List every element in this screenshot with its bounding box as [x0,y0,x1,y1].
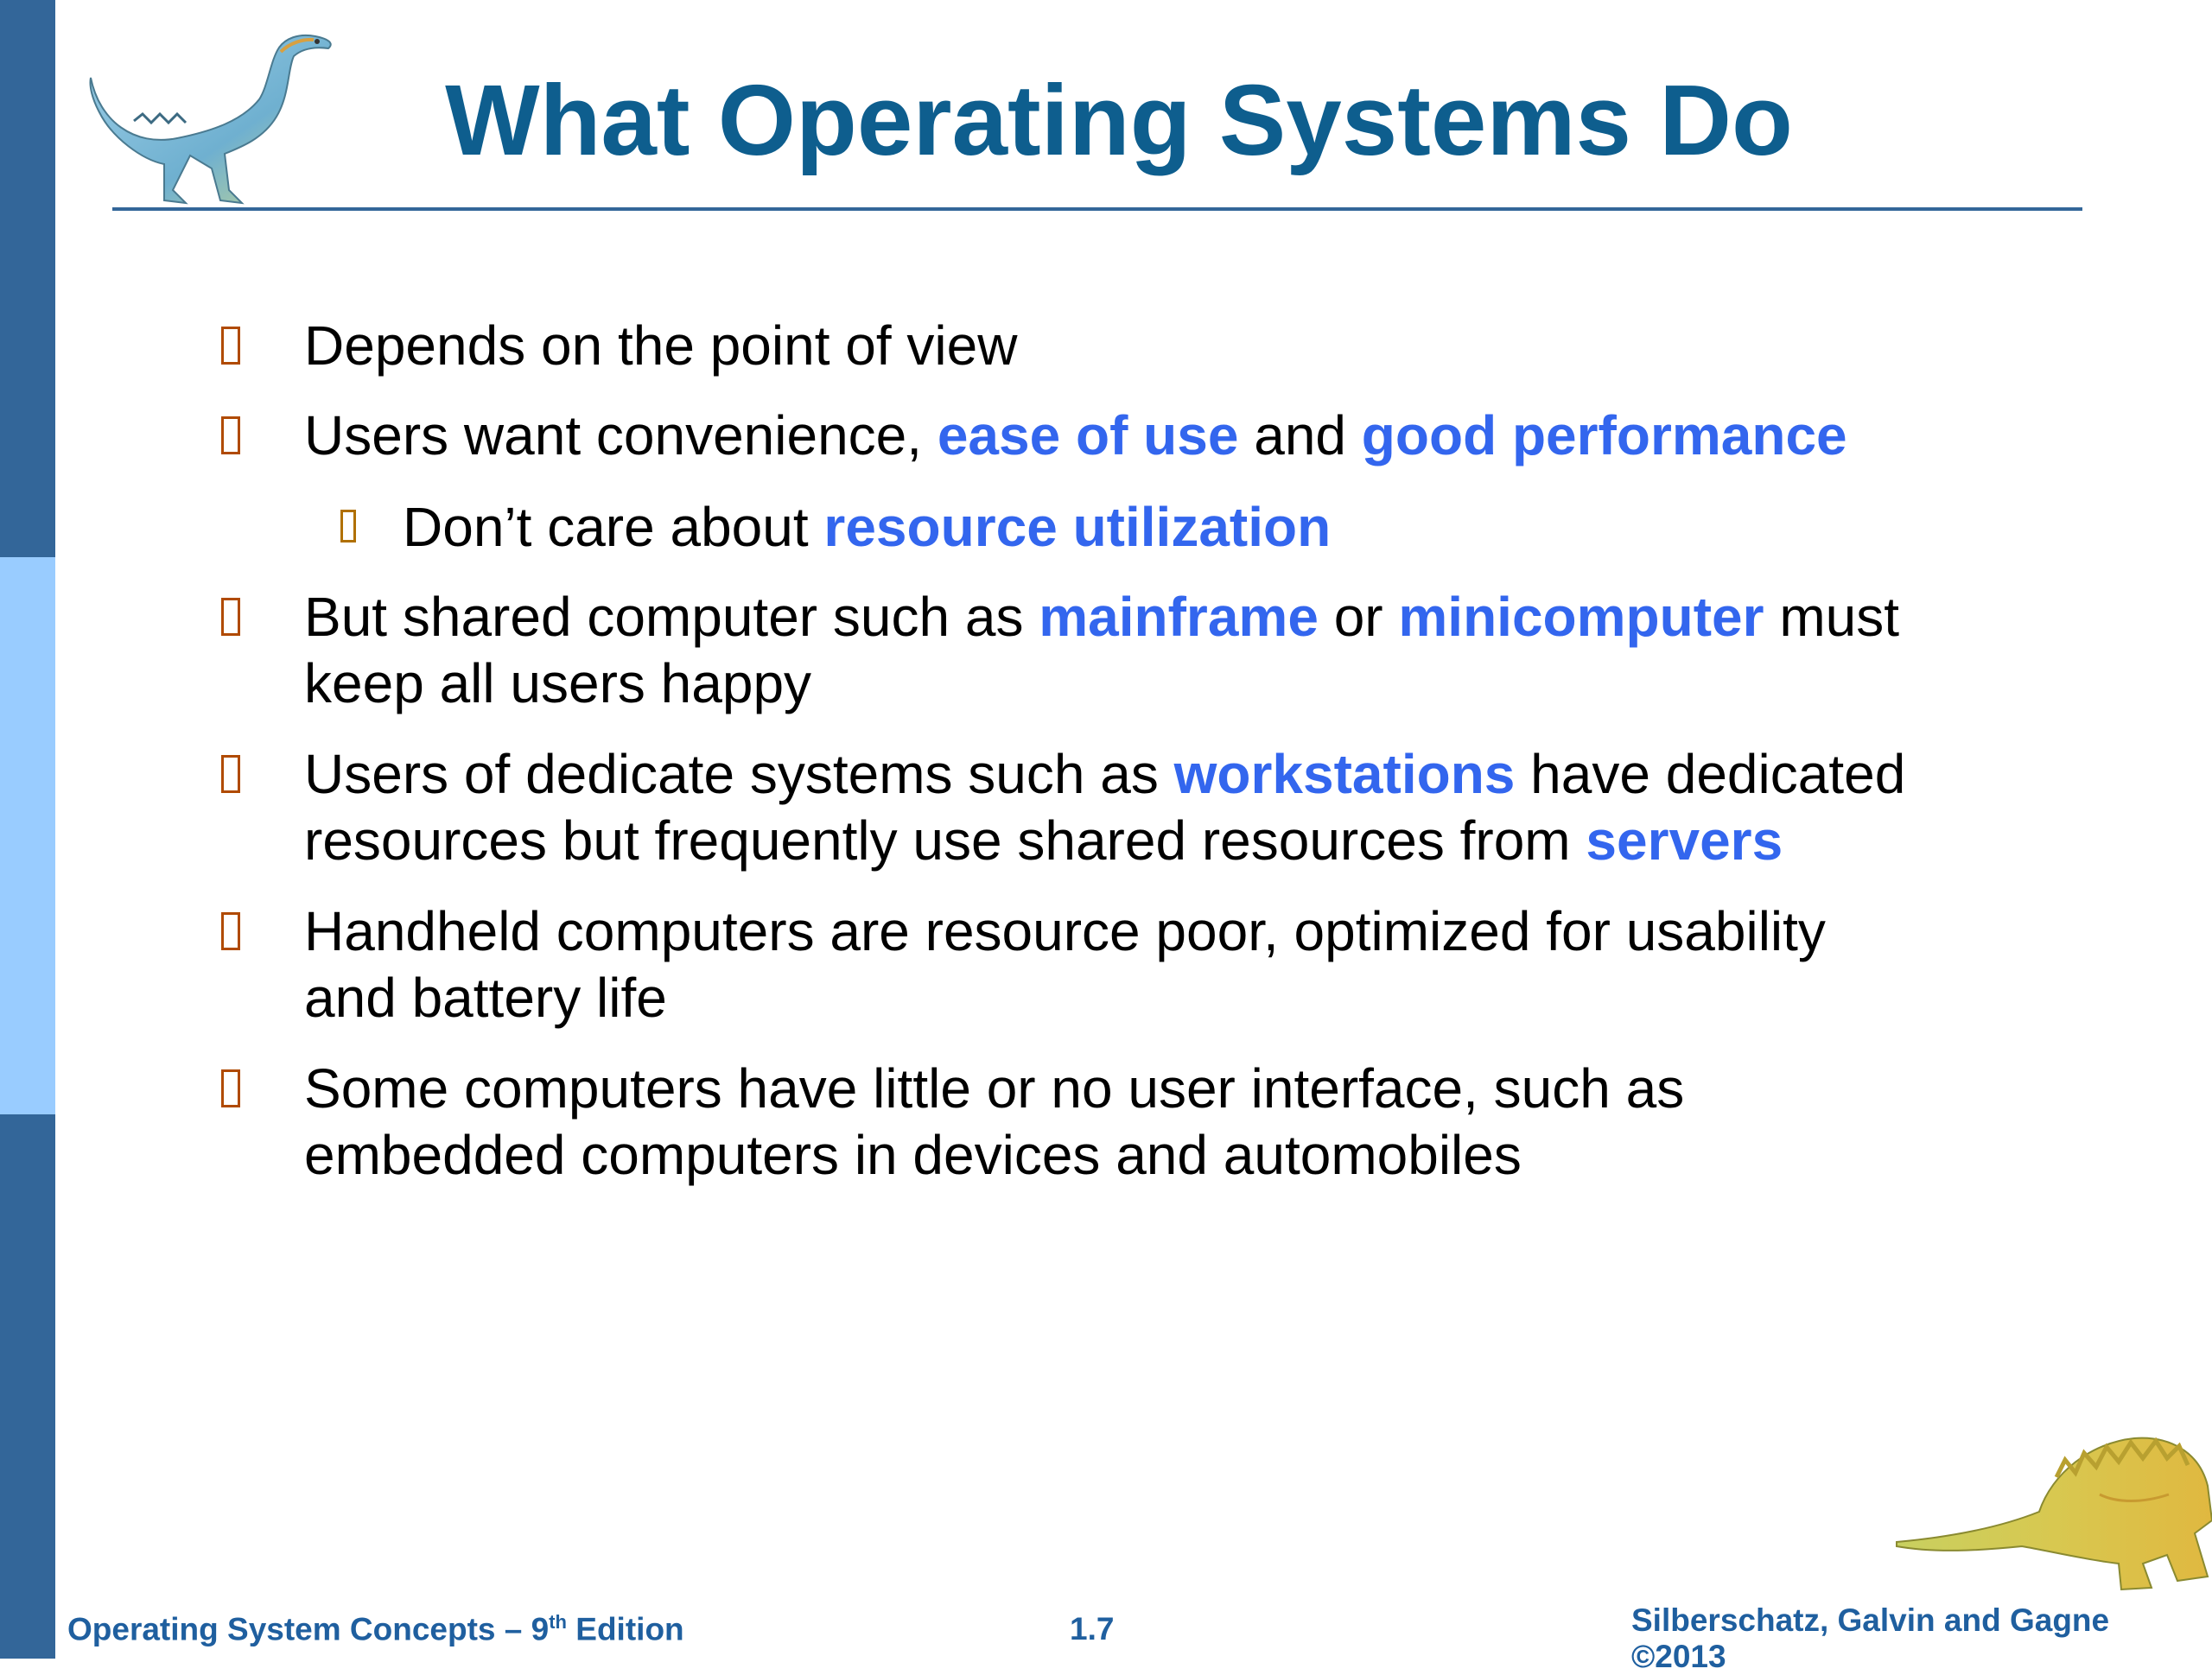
bullet-marker-icon [221,912,240,950]
footer-title-tail: Edition [567,1611,684,1647]
bullet-text: embedded computers in devices and automobiles [304,1124,1522,1186]
highlight-term: servers [1586,809,1783,872]
footer-book-title [67,1611,684,1647]
sidebar-light-band [0,557,55,1114]
highlight-term: good performance [1361,404,1847,466]
bullet-text: have dedicated [1515,743,1906,805]
bullet-marker-icon [221,598,240,636]
bullet-text: and [1238,404,1362,466]
bullet-text: resources but frequently use shared resources from [304,809,1586,872]
bullet-item [304,403,1847,469]
slide-title: What Operating Systems Do [445,64,1793,176]
slide-number: 1.7 [1070,1611,1115,1646]
bullet-text: Depends on the point of view [304,314,1018,377]
bullet-text: Users want convenience, [304,404,938,466]
highlight-term: workstations [1173,743,1516,805]
bullet-item [304,741,1905,874]
highlight-term: minicomputer [1398,586,1764,648]
bullet-item [304,898,1826,1031]
bullet-text: must [1764,586,1899,648]
bullet-marker-icon [221,1069,240,1107]
bullet-text: But shared computer such as [304,586,1039,648]
highlight-term: ease of use [937,404,1239,466]
bullet-text: and battery life [304,967,667,1029]
bullet-text: Handheld computers are resource poor, optimized for usability [304,900,1826,962]
bullet-text: Don’t care about [403,496,824,558]
footer-title-text: Operating System Concepts – 9 [67,1611,550,1647]
highlight-term: resource utilization [823,496,1332,558]
sub-bullet-item [403,494,1331,561]
sub-bullet-marker-icon [340,510,356,542]
footer-title-sup: th [549,1611,567,1633]
bullet-text: Users of dedicate systems such as [304,743,1174,805]
title-divider [112,207,2082,211]
bullet-text: keep all users happy [304,652,812,714]
bullet-text: Some computers have little or no user interface, such as [304,1057,1685,1120]
highlight-term: mainframe [1039,586,1319,648]
bullet-item [304,313,1017,379]
bullet-text: or [1318,586,1399,648]
bullet-marker-icon [221,755,240,793]
bullet-marker-icon [221,327,240,365]
footer-authors: Silberschatz, Galvin and Gagne ©2013 [1631,1602,2110,1674]
bullet-item [304,1056,1684,1189]
bullet-item [304,584,1899,717]
bullet-marker-icon [221,416,240,454]
dinosaur-logo-bottom [1892,1391,2212,1607]
